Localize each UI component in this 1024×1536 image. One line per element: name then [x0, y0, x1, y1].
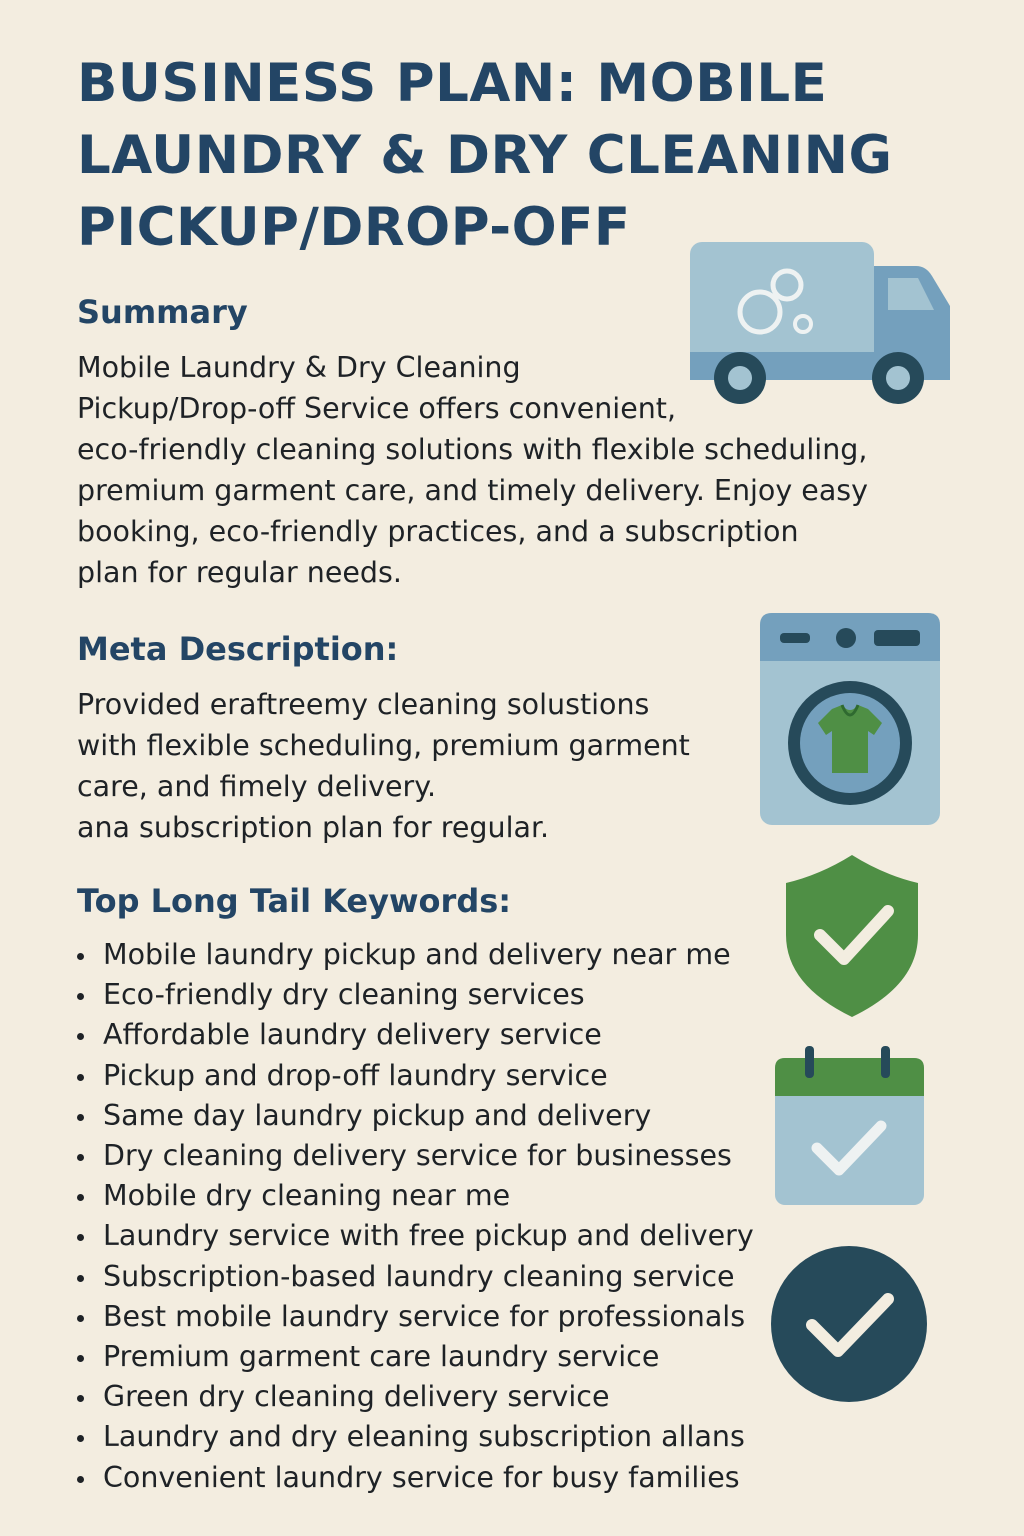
keyword-item: Laundry and dry eleaning subscription allans	[77, 1417, 754, 1457]
page-title	[77, 48, 977, 264]
washing-machine-icon	[760, 613, 940, 825]
keyword-item: Same day laundry pickup and delivery	[77, 1096, 754, 1136]
calendar-check-icon	[773, 1044, 926, 1207]
keyword-item: Best mobile laundry service for professionals	[77, 1297, 754, 1337]
keyword-item: Eco-friendly dry cleaning services	[77, 975, 754, 1015]
summary-line: Mobile Laundry & Dry Cleaning	[77, 351, 521, 384]
meta-line: Provided eraftreemy cleaning solustions	[77, 688, 650, 721]
meta-line: care, and fimely delivery.	[77, 770, 437, 803]
summary-line: booking, eco-friendly practices, and a subscription	[77, 515, 799, 548]
shield-check-icon	[784, 853, 920, 1019]
summary-heading: Summary	[77, 293, 248, 331]
meta-line: ana subscription plan for regular.	[77, 811, 550, 844]
title-line: BUSINESS PLAN: MOBILE	[77, 53, 828, 114]
summary-line: Pickup/Drop-off Service offers convenient,	[77, 392, 677, 425]
keyword-item: Mobile laundry pickup and delivery near me	[77, 935, 754, 975]
keyword-item: Subscription-based laundry cleaning service	[77, 1257, 754, 1297]
title-line: LAUNDRY & DRY CLEANING	[77, 125, 893, 186]
keyword-item: Premium garment care laundry service	[77, 1337, 754, 1377]
keyword-item: Dry cleaning delivery service for businesses	[77, 1136, 754, 1176]
keyword-item: Affordable laundry delivery service	[77, 1015, 754, 1055]
check-circle-icon	[770, 1245, 928, 1403]
meta-description-heading: Meta Description:	[77, 630, 399, 668]
summary-line: plan for regular needs.	[77, 556, 402, 589]
keyword-item: Pickup and drop-off laundry service	[77, 1056, 754, 1096]
meta-line: with flexible scheduling, premium garment	[77, 729, 690, 762]
keyword-item: Convenient laundry service for busy families	[77, 1458, 754, 1498]
keyword-item: Laundry service with free pickup and delivery	[77, 1216, 754, 1256]
keywords-heading: Top Long Tail Keywords:	[77, 882, 512, 920]
title-line: PICKUP/DROP-OFF	[77, 197, 631, 258]
summary-line: premium garment care, and timely delivery. Enjoy easy	[77, 474, 869, 507]
summary-line: eco-friendly cleaning solutions with flexible scheduling,	[77, 433, 868, 466]
keyword-item: Green dry cleaning delivery service	[77, 1377, 754, 1417]
keyword-item: Mobile dry cleaning near me	[77, 1176, 754, 1216]
meta-description-text	[77, 684, 690, 848]
keyword-list	[77, 935, 754, 1498]
delivery-truck-icon	[688, 240, 953, 410]
